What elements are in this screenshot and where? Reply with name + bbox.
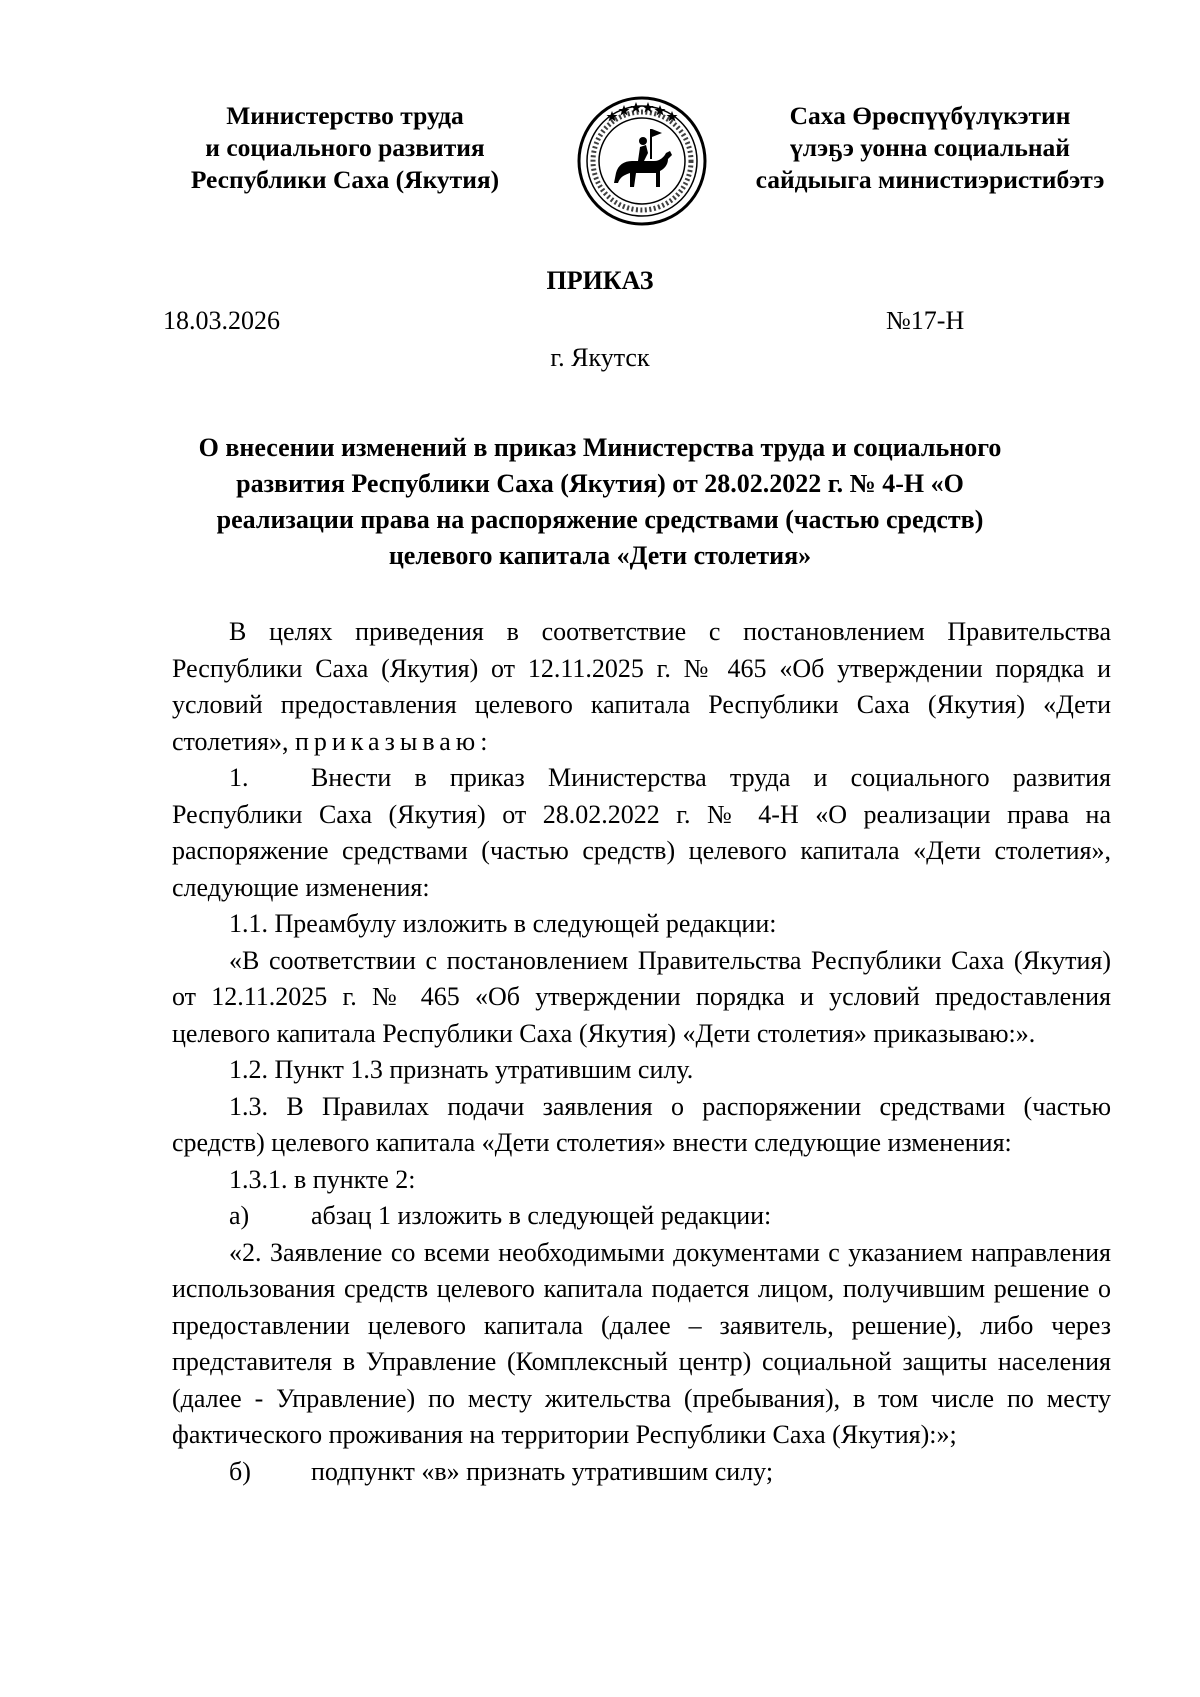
intro-paragraph [172,614,1111,760]
item-1-3-1: 1.3.1. в пункте 2: [229,1164,416,1194]
order-number: №17-Н [886,306,965,335]
list-marker: 1. [229,763,249,792]
ministry-name-line: Республики Саха (Якутия) [190,165,500,194]
order-title: ПРИКАЗ [546,266,654,295]
sub-b-text: подпункт «в» признать утратившим силу; [311,1456,774,1486]
item-1-3: 1.3. В Правилах подачи заявления о распоряжении средствами (частью средств) целевого капитала «Дети столетия» внести следующие изменения: [172,1091,1111,1157]
order-word: приказываю: [294,726,493,756]
clause-2-quote: «2. Заявление со всеми необходимыми документами с указанием направления использования средств целевого капитала подается лицом, получившим решение о предоставлении целевого капитала (далее – заявитель, решение), либо через представителя в Управление (Комплексный центр) социальной защиты населения (далее - Управление) по месту жительства (пребывания), в том числе по месту фактического проживания на территории Республики Саха (Якутия):»; [172,1237,1111,1449]
ministry-name-yakut [740,100,1120,196]
order-city: г. Якутск [550,343,650,372]
sub-a-text: абзац 1 изложить в следующей редакции: [311,1201,772,1230]
document-title-line: О внесении изменений в приказ Министерства труда и социального [198,433,1002,462]
item-1-1: 1.1. Преамбулу изложить в следующей редакции: [229,909,777,938]
intro-text: В целях приведения в соответствие с постановлением Правительства Республики Саха (Якутия) от 12.11.2025 г. № 465 «Об утверждении порядка и условий предоставления целевого капитала Республики Саха (Якутия) «Дети столетия», [172,617,1111,756]
item1-first-line: Внести в приказ Министерства труда и социального развития [311,763,1111,792]
ministry-name-line: Министерство труда [226,101,464,130]
document-title-line: реализации права на распоряжение средствами (частью средств) [216,505,984,534]
document-title-line: целевого капитала «Дети столетия» [388,541,812,570]
item1-continuation: Республики Саха (Якутия) от 28.02.2022 г. № 4-Н «О реализации права на распоряжение средствами (частью средств) целевого капитала «Дети столетия», следующие изменения: [172,799,1111,902]
order-date: 18.03.2026 [163,306,280,335]
list-item [172,1454,1111,1491]
document-body [172,614,1111,1490]
item-1-2: 1.2. Пункт 1.3 признать утратившим силу. [229,1055,694,1084]
ministry-name-line: үлэҕэ уонна социальнай [790,133,1070,162]
list-item [172,1198,1111,1235]
document-title-line: развития Республики Саха (Якутия) от 28.02.2022 г. № 4-Н «О [236,469,964,498]
list-marker: а) [229,1201,250,1230]
ministry-name-line: и социального развития [205,133,485,162]
document-title [190,430,1010,574]
list-marker: б) [229,1456,251,1486]
ministry-name-russian [150,100,540,196]
list-item [172,760,1111,797]
ministry-name-line: сайдыыга министиэристибэтэ [755,165,1105,194]
ministry-name-line: Саха Өрөспүүбүлүкэтин [789,101,1071,130]
preamble-quote: «В соответствии с постановлением Правительства Республики Саха (Якутия) от 12.11.2025 г. № 465 «Об утверждении порядка и условий предоставления целевого капитала Республики Саха (Якутия) «Дети столетия» приказываю:». [172,945,1111,1048]
coat-of-arms-icon [576,95,708,227]
